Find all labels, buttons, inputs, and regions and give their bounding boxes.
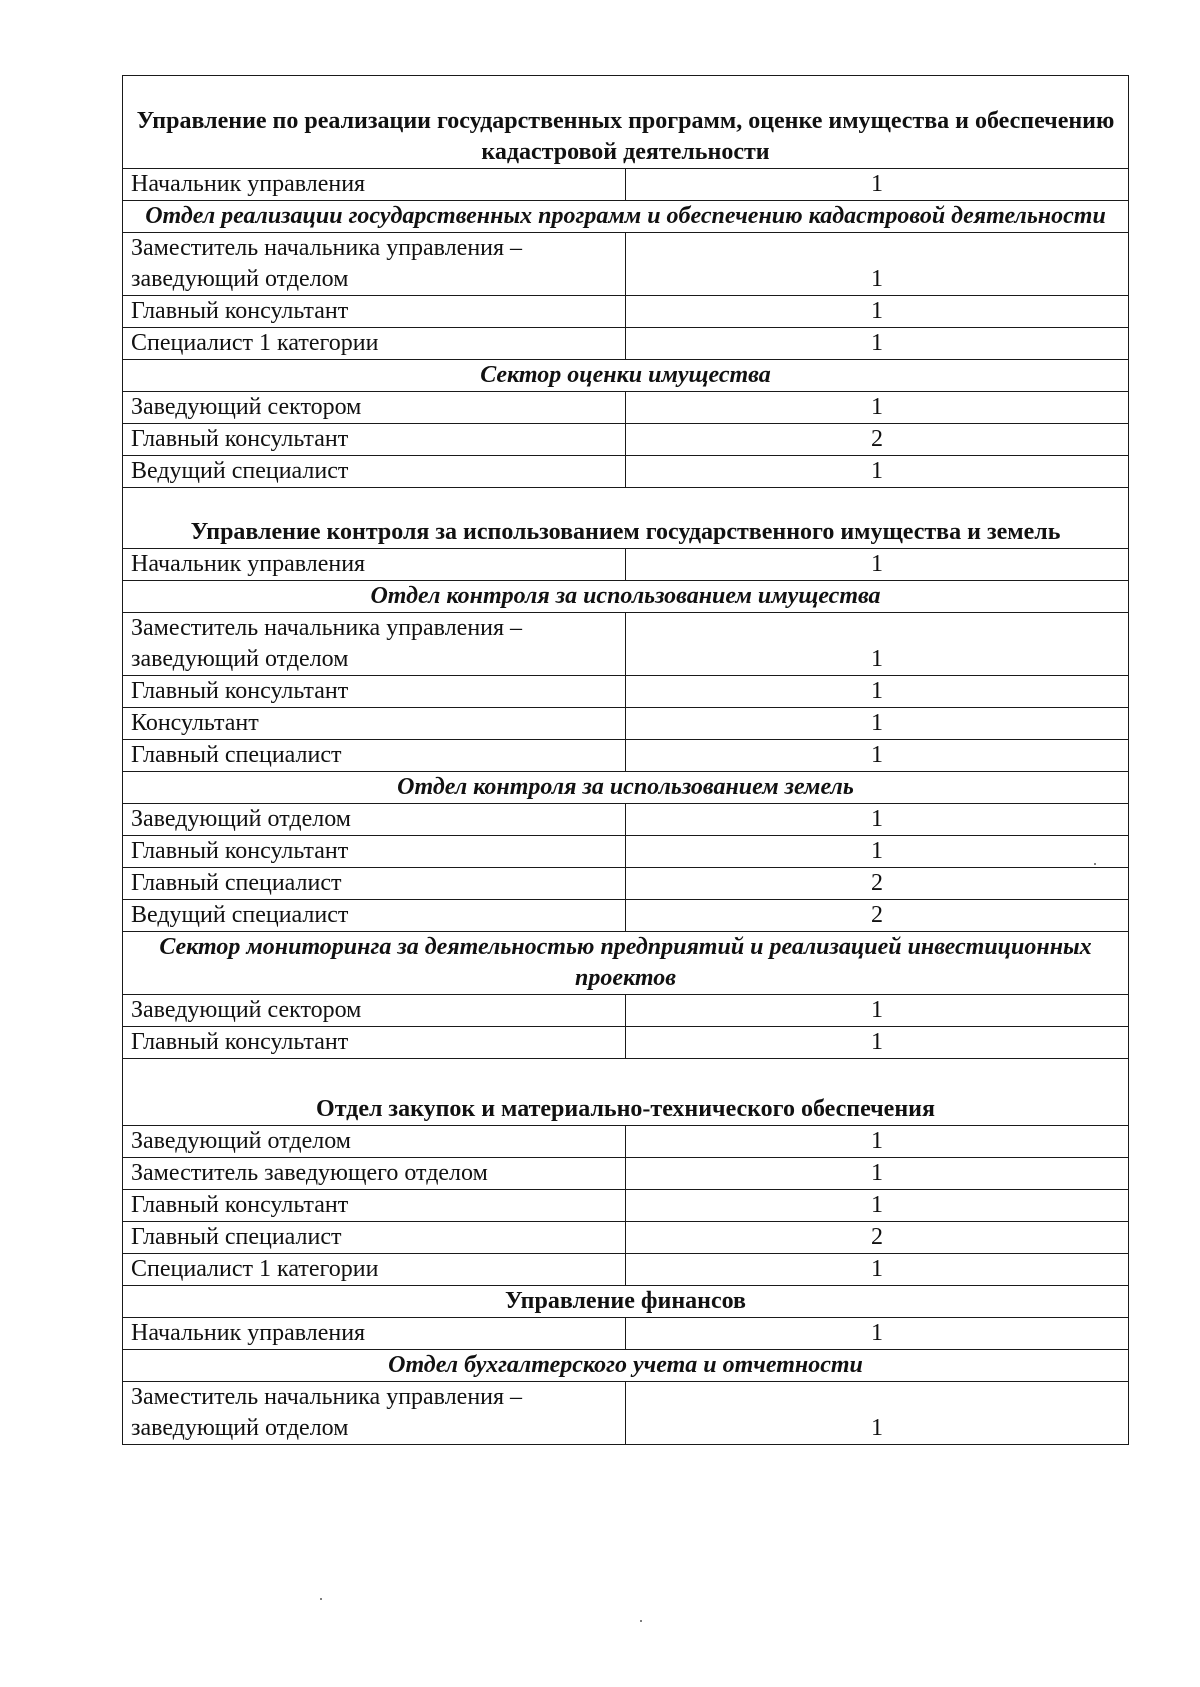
staff-count: 1 xyxy=(626,1382,1129,1445)
staff-count: 2 xyxy=(626,424,1129,456)
staff-count: 1 xyxy=(626,708,1129,740)
position-title: Главный консультант xyxy=(123,676,626,708)
position-row xyxy=(123,900,1129,932)
staff-table-body xyxy=(123,76,1129,1445)
staff-count: 2 xyxy=(626,900,1129,932)
staff-count: 1 xyxy=(626,392,1129,424)
subsection-title: Отдел бухгалтерского учета и отчетности xyxy=(123,1350,1129,1382)
position-title: Консультант xyxy=(123,708,626,740)
staff-count: 1 xyxy=(626,804,1129,836)
position-title: Заместитель начальника управления – заведующий отделом xyxy=(123,233,626,296)
position-row xyxy=(123,296,1129,328)
position-row xyxy=(123,1158,1129,1190)
position-title: Главный специалист xyxy=(123,868,626,900)
position-title: Специалист 1 категории xyxy=(123,1254,626,1286)
position-title: Заведующий отделом xyxy=(123,1126,626,1158)
position-row xyxy=(123,1190,1129,1222)
position-title: Главный консультант xyxy=(123,1190,626,1222)
position-row xyxy=(123,804,1129,836)
subsection-title: Отдел реализации государственных программ и обеспечению кадастровой деятельности xyxy=(123,201,1129,233)
staff-count: 1 xyxy=(626,740,1129,772)
section-header-row xyxy=(123,488,1129,549)
staff-count: 1 xyxy=(626,1190,1129,1222)
position-row xyxy=(123,169,1129,201)
position-row xyxy=(123,868,1129,900)
position-title: Заместитель начальника управления – заведующий отделом xyxy=(123,1382,626,1445)
position-title: Заместитель начальника управления – заведующий отделом xyxy=(123,613,626,676)
position-row xyxy=(123,995,1129,1027)
staff-count: 1 xyxy=(626,836,1129,868)
staff-count: 1 xyxy=(626,233,1129,296)
section-header-row xyxy=(123,1286,1129,1318)
position-row xyxy=(123,1254,1129,1286)
position-row xyxy=(123,740,1129,772)
scan-speck xyxy=(1094,863,1096,865)
staff-count: 1 xyxy=(626,676,1129,708)
position-row xyxy=(123,836,1129,868)
position-title: Главный специалист xyxy=(123,1222,626,1254)
position-title: Заведующий отделом xyxy=(123,804,626,836)
position-row xyxy=(123,1382,1129,1445)
staff-count: 1 xyxy=(626,613,1129,676)
position-title: Заведующий сектором xyxy=(123,995,626,1027)
staff-count: 1 xyxy=(626,456,1129,488)
position-row xyxy=(123,1126,1129,1158)
subsection-header-row xyxy=(123,201,1129,233)
position-title: Начальник управления xyxy=(123,169,626,201)
subsection-title: Сектор оценки имущества xyxy=(123,360,1129,392)
subsection-header-row xyxy=(123,932,1129,995)
position-row xyxy=(123,328,1129,360)
staff-count: 1 xyxy=(626,995,1129,1027)
position-title: Ведущий специалист xyxy=(123,456,626,488)
staff-count: 1 xyxy=(626,328,1129,360)
subsection-header-row xyxy=(123,581,1129,613)
position-title: Заведующий сектором xyxy=(123,392,626,424)
position-row xyxy=(123,549,1129,581)
position-title: Главный специалист xyxy=(123,740,626,772)
section-header-row xyxy=(123,76,1129,169)
section-title: Управление контроля за использованием государственного имущества и земель xyxy=(123,488,1129,549)
section-title: Отдел закупок и материально-технического обеспечения xyxy=(123,1059,1129,1126)
section-title: Управление по реализации государственных программ, оценке имущества и обеспечению кадастровой деятельности xyxy=(123,76,1129,169)
position-title: Начальник управления xyxy=(123,549,626,581)
position-title: Главный консультант xyxy=(123,424,626,456)
position-row xyxy=(123,424,1129,456)
staff-count: 1 xyxy=(626,1027,1129,1059)
position-row xyxy=(123,233,1129,296)
subsection-header-row xyxy=(123,1350,1129,1382)
scan-speck xyxy=(640,1620,642,1622)
staff-count: 1 xyxy=(626,1254,1129,1286)
position-title: Главный консультант xyxy=(123,836,626,868)
position-row xyxy=(123,708,1129,740)
staff-count: 2 xyxy=(626,1222,1129,1254)
position-row xyxy=(123,613,1129,676)
staff-count: 1 xyxy=(626,1126,1129,1158)
staff-count: 1 xyxy=(626,169,1129,201)
staff-count: 1 xyxy=(626,549,1129,581)
position-title: Заместитель заведующего отделом xyxy=(123,1158,626,1190)
subsection-header-row xyxy=(123,360,1129,392)
subsection-title: Отдел контроля за использованием земель xyxy=(123,772,1129,804)
scan-speck xyxy=(320,1598,322,1600)
position-row xyxy=(123,392,1129,424)
position-row xyxy=(123,1222,1129,1254)
subsection-header-row xyxy=(123,772,1129,804)
position-title: Специалист 1 категории xyxy=(123,328,626,360)
subsection-title: Отдел контроля за использованием имущества xyxy=(123,581,1129,613)
position-title: Главный консультант xyxy=(123,1027,626,1059)
section-title: Управление финансов xyxy=(123,1286,1129,1318)
position-title: Ведущий специалист xyxy=(123,900,626,932)
staff-count: 1 xyxy=(626,1318,1129,1350)
position-row xyxy=(123,456,1129,488)
position-title: Главный консультант xyxy=(123,296,626,328)
staff-table xyxy=(122,75,1129,1445)
staff-count: 1 xyxy=(626,296,1129,328)
position-row xyxy=(123,676,1129,708)
staff-count: 1 xyxy=(626,1158,1129,1190)
position-title: Начальник управления xyxy=(123,1318,626,1350)
subsection-title: Сектор мониторинга за деятельностью предприятий и реализацией инвестиционных проектов xyxy=(123,932,1129,995)
staff-count: 2 xyxy=(626,868,1129,900)
position-row xyxy=(123,1318,1129,1350)
section-header-row xyxy=(123,1059,1129,1126)
position-row xyxy=(123,1027,1129,1059)
